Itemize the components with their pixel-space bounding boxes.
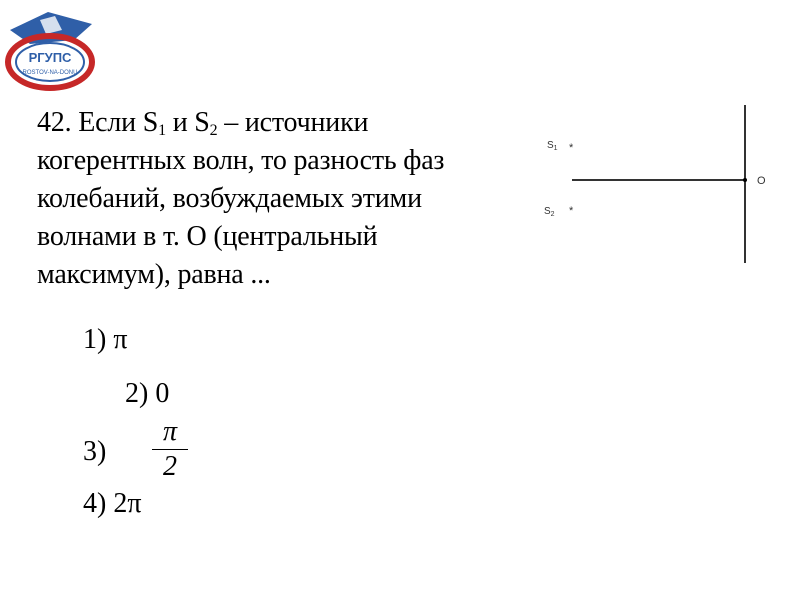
source-s2-label: $S_2$	[544, 206, 555, 218]
answer-option-3: 3)	[83, 436, 107, 467]
source-s2-star: *	[569, 205, 574, 217]
fraction-bar	[152, 449, 188, 450]
question-number: 42.	[37, 107, 72, 138]
question-text: 42. Если $S_1$ и $S_2$ – источники когерентных волн, то разность фаз колебаний, возбуждаемых этими волнами в т. О (центральный максимум), равна ...	[37, 107, 445, 290]
pi-over-2-fraction	[150, 418, 190, 481]
university-logo	[0, 0, 110, 95]
interference-diagram	[530, 100, 790, 270]
logo-subtext: ROSTOV-NA-DONU	[22, 70, 78, 76]
source-s1-label: $S_1$	[547, 140, 558, 152]
fraction-numerator: π	[162, 416, 178, 447]
logo-text: РГУПС	[28, 50, 72, 65]
fraction-denominator: 2	[163, 451, 177, 482]
answer-option-1: 1) π	[83, 324, 128, 355]
point-o-label: O	[757, 175, 766, 187]
answer-option-2: 2) 0	[125, 378, 170, 409]
answer-option-4: 4) 2π	[83, 488, 142, 519]
source-s1-star: *	[569, 142, 574, 154]
point-o-marker	[743, 178, 747, 182]
